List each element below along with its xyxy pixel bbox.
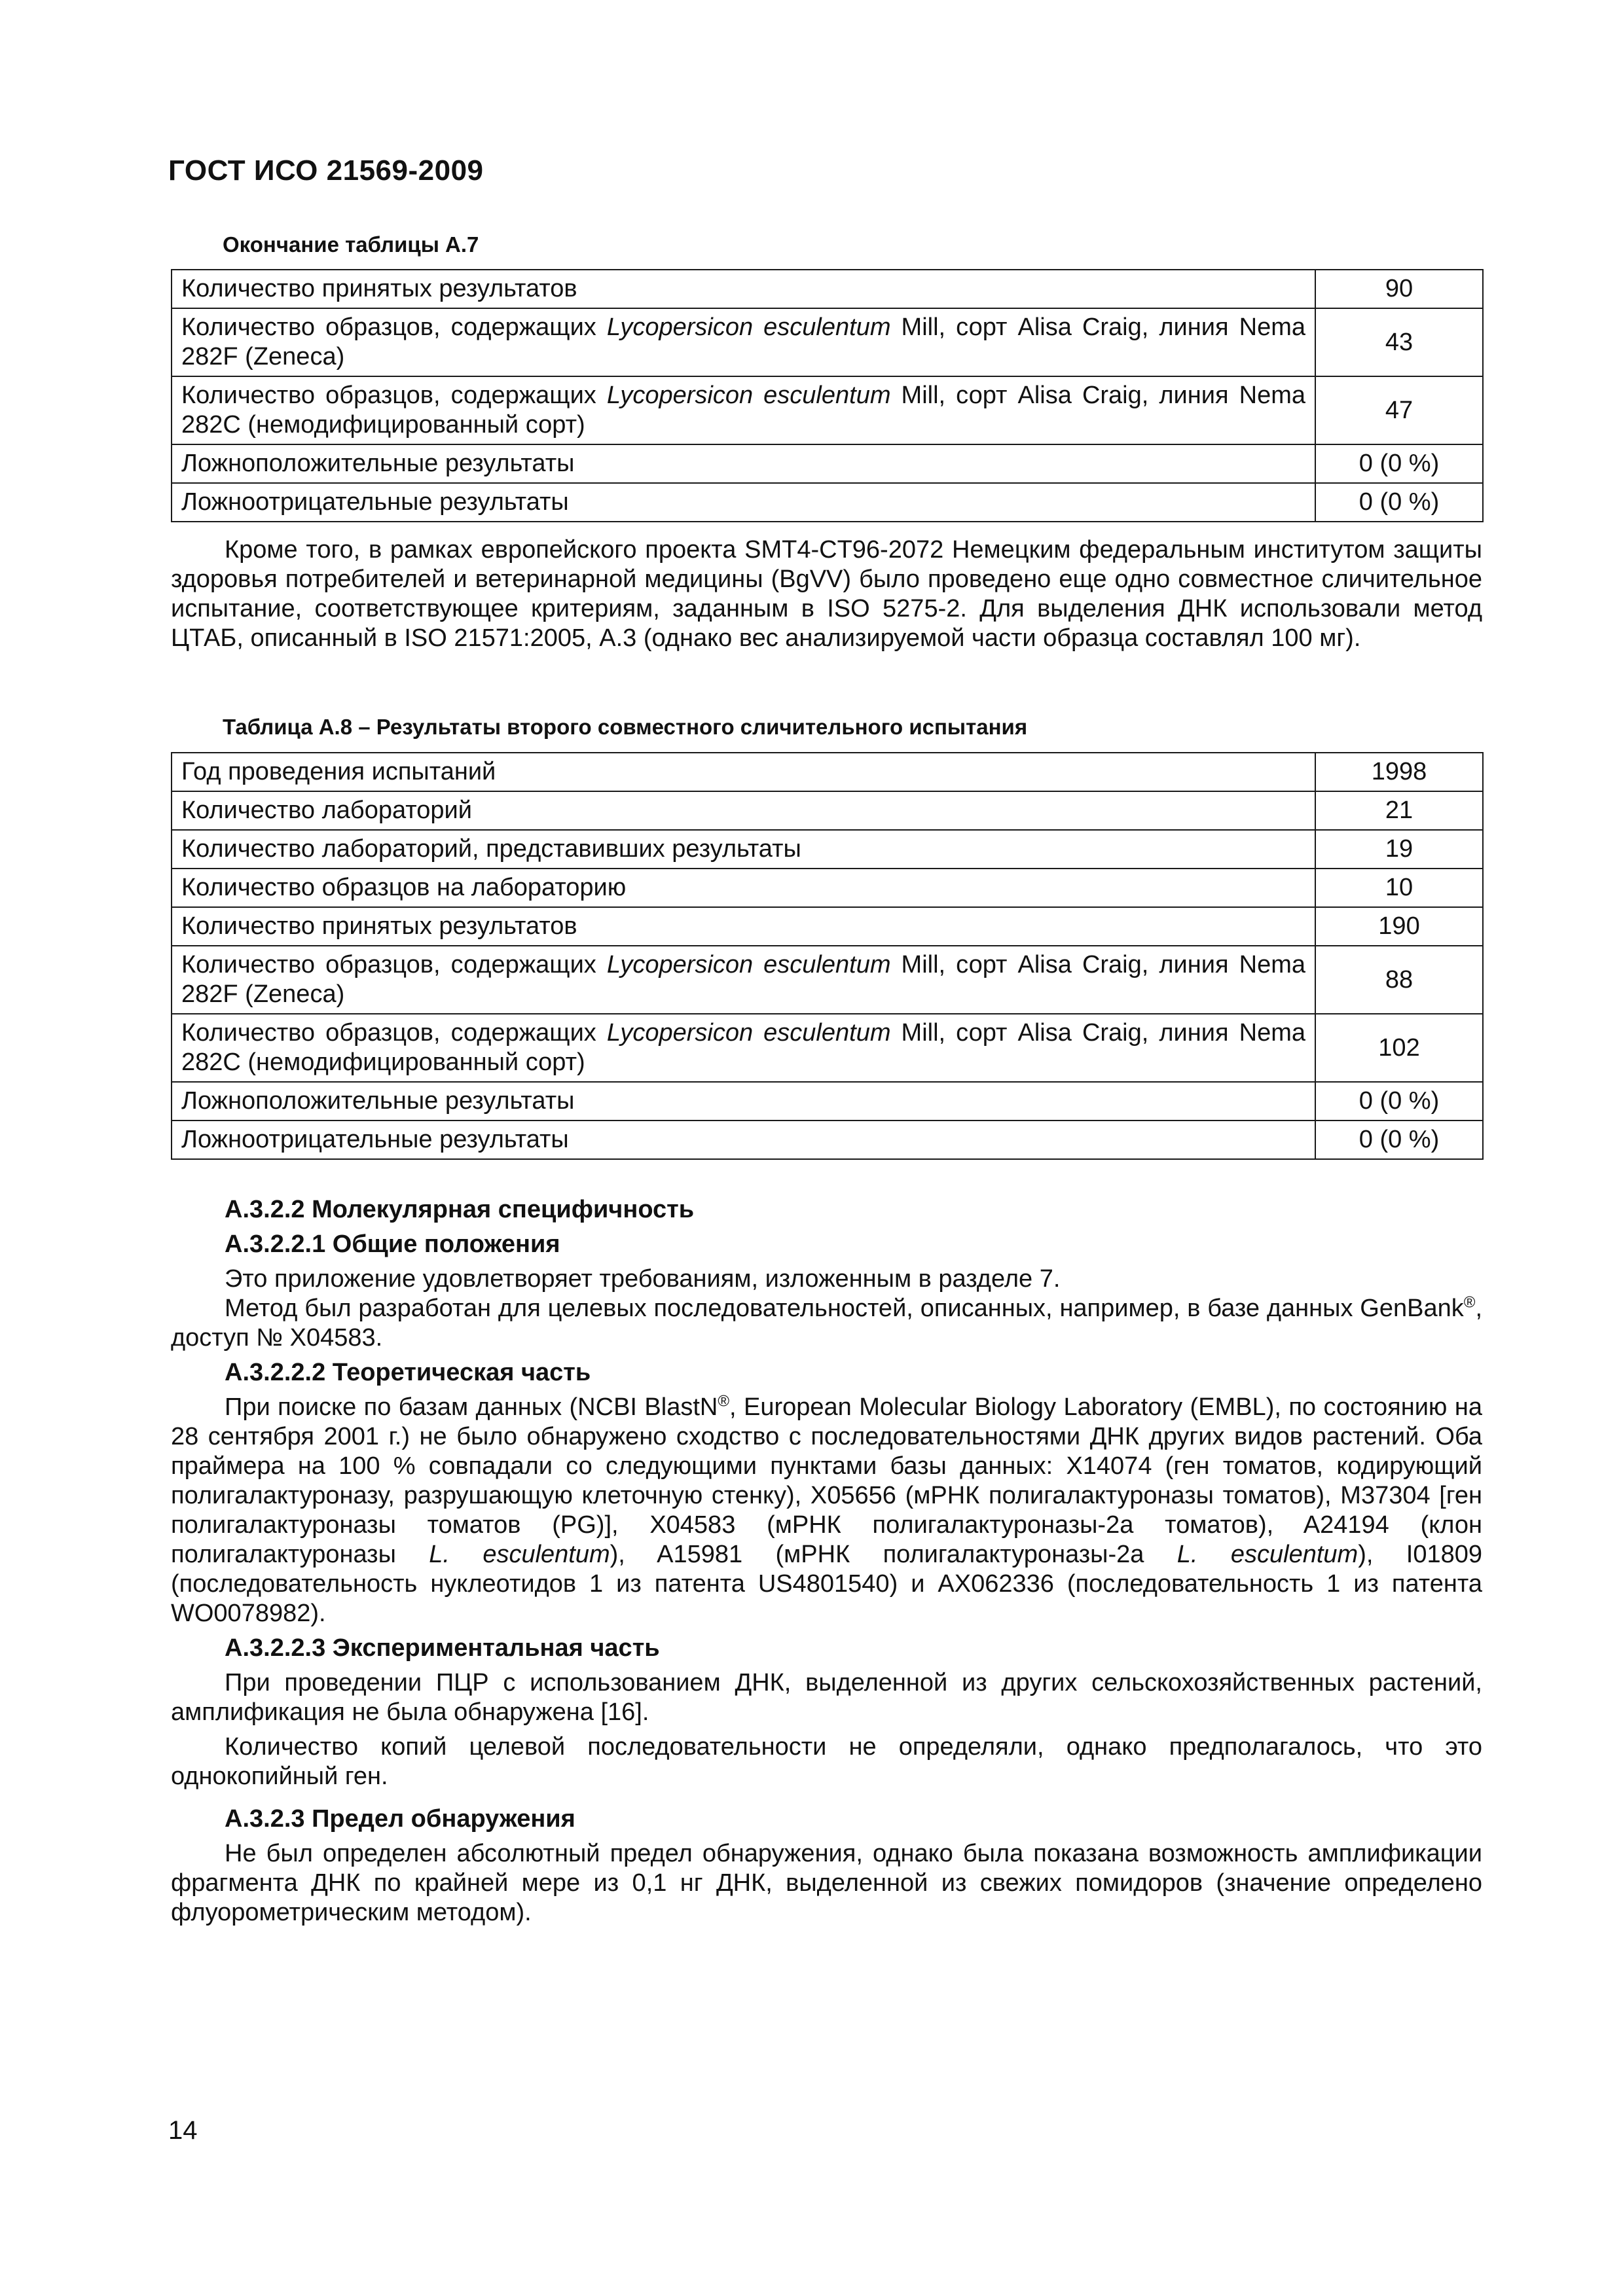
section-heading: А.3.2.2 Молекулярная специфичность: [225, 1196, 695, 1223]
table-cell-value: 0 (0 %): [1315, 1082, 1483, 1121]
table-cell-value: 0 (0 %): [1315, 444, 1483, 483]
table-cell-value: 102: [1315, 1014, 1483, 1082]
section-heading: А.3.2.2.2 Теоретическая часть: [225, 1359, 591, 1386]
table-cell-label: Ложноотрицательные результаты: [172, 483, 1315, 522]
table-cell-value: 47: [1315, 376, 1483, 444]
table-cell-label: Количество принятых результатов: [172, 907, 1315, 946]
paragraph: При поиске по базам данных (NCBI BlastN®, European Molecular Biology Laboratory (EMBL), по состоянию на 28 сентября 2001 г.) не было обнаружено сходство с последовательностями ДНК других видов растений. Оба праймера на 100 % совпадали со следующими пунктами базы данных: X14074 (ген томатов, кодирующий полигалактуроназу, разрушающую клеточную стенку), X05656 (мРНК полигалактуроназы томатов), M37304 [ген полигалактуроназы томатов (PG)], X04583 (мРНК полигалактуроназы-2a томатов), A24194 (клон полигалактуроназы L. esculentum), A15981 (мРНК полигалактуроназы-2a L. esculentum), I01809 (последовательность нуклеотидов 1 из патента US4801540) и AX062336 (последовательность 1 из патента WO0078982).: [171, 1392, 1482, 1627]
table-cell-label: Количество лабораторий: [172, 791, 1315, 830]
table-cell-value: 190: [1315, 907, 1483, 946]
table-a8-caption: Таблица А.8 – Результаты второго совместного сличительного испытания: [223, 715, 1028, 739]
table-cell-label: Количество принятых результатов: [172, 270, 1315, 308]
table-cell-label: Количество образцов, содержащих Lycopersicon esculentum Mill, сорт Alisa Craig, линия Nema 282C (немодифицированный сорт): [172, 1014, 1315, 1082]
paragraph: Метод был разработан для целевых последовательностей, описанных, например, в базе данных GenBank®, доступ № X04583.: [171, 1293, 1482, 1352]
table-cell-label: Ложноотрицательные результаты: [172, 1121, 1315, 1159]
table-cell-value: 1998: [1315, 753, 1483, 791]
table-a7: [171, 269, 1484, 522]
table-cell-label: Количество образцов на лабораторию: [172, 869, 1315, 907]
table-cell-label: Количество образцов, содержащих Lycopersicon esculentum Mill, сорт Alisa Craig, линия Nema 282F (Zeneca): [172, 308, 1315, 376]
section-heading: А.3.2.2.3 Экспериментальная часть: [225, 1634, 660, 1662]
table-row: [172, 946, 1483, 1014]
table-cell-value: 21: [1315, 791, 1483, 830]
table-cell-value: 0 (0 %): [1315, 1121, 1483, 1159]
table-cell-label: Ложноположительные результаты: [172, 1082, 1315, 1121]
table-row: [172, 1121, 1483, 1159]
section-heading: А.3.2.3 Предел обнаружения: [225, 1805, 575, 1833]
section-heading: А.3.2.2.1 Общие положения: [225, 1230, 560, 1258]
table-row: [172, 1082, 1483, 1121]
table-row: [172, 444, 1483, 483]
page-number: 14: [168, 2116, 198, 2145]
table-row: [172, 376, 1483, 444]
table-cell-value: 43: [1315, 308, 1483, 376]
table-cell-value: 88: [1315, 946, 1483, 1014]
table-row: [172, 270, 1483, 308]
document-header: ГОСТ ИСО 21569-2009: [168, 154, 484, 187]
paragraph: Кроме того, в рамках европейского проекта SMT4-CT96-2072 Немецким федеральным институтом защиты здоровья потребителей и ветеринарной медицины (BgVV) было проведено еще одно совместное сличительное испытание, соответствующее критериям, заданным в ISO 5275-2. Для выделения ДНК использовали метод ЦТАБ, описанный в ISO 21571:2005, А.3 (однако вес анализируемой части образца составлял 100 мг).: [171, 536, 1482, 652]
table-row: [172, 830, 1483, 869]
table-row: [172, 753, 1483, 791]
table-row: [172, 907, 1483, 946]
paragraph: При проведении ПЦР с использованием ДНК, выделенной из других сельскохозяйственных растений, амплификация не была обнаружена [16].: [171, 1669, 1482, 1726]
table-row: [172, 1014, 1483, 1082]
section-block: [171, 1195, 1482, 1928]
table-row: [172, 869, 1483, 907]
table-a8: [171, 752, 1484, 1160]
table-cell-value: 10: [1315, 869, 1483, 907]
table-cell-label: Количество образцов, содержащих Lycopersicon esculentum Mill, сорт Alisa Craig, линия Nema 282F (Zeneca): [172, 946, 1315, 1014]
table-cell-value: 19: [1315, 830, 1483, 869]
paragraph: Не был определен абсолютный предел обнаружения, однако была показана возможность амплификации фрагмента ДНК по крайней мере из 0,1 нг ДНК, выделенной из свежих помидоров (значение определено флуорометрическим методом).: [171, 1840, 1482, 1926]
table-cell-value: 90: [1315, 270, 1483, 308]
table-cell-label: Количество лабораторий, представивших результаты: [172, 830, 1315, 869]
table-cell-label: Год проведения испытаний: [172, 753, 1315, 791]
paragraph-block-1: [171, 535, 1482, 653]
table-row: [172, 791, 1483, 830]
table-row: [172, 308, 1483, 376]
paragraph: Количество копий целевой последовательности не определяли, однако предполагалось, что это однокопийный ген.: [171, 1733, 1482, 1790]
table-cell-label: Ложноположительные результаты: [172, 444, 1315, 483]
paragraph: Это приложение удовлетворяет требованиям, изложенным в разделе 7.: [225, 1265, 1061, 1293]
table-cell-value: 0 (0 %): [1315, 483, 1483, 522]
table-a7-caption: Окончание таблицы А.7: [223, 232, 479, 257]
table-cell-label: Количество образцов, содержащих Lycopersicon esculentum Mill, сорт Alisa Craig, линия Nema 282C (немодифицированный сорт): [172, 376, 1315, 444]
table-row: [172, 483, 1483, 522]
